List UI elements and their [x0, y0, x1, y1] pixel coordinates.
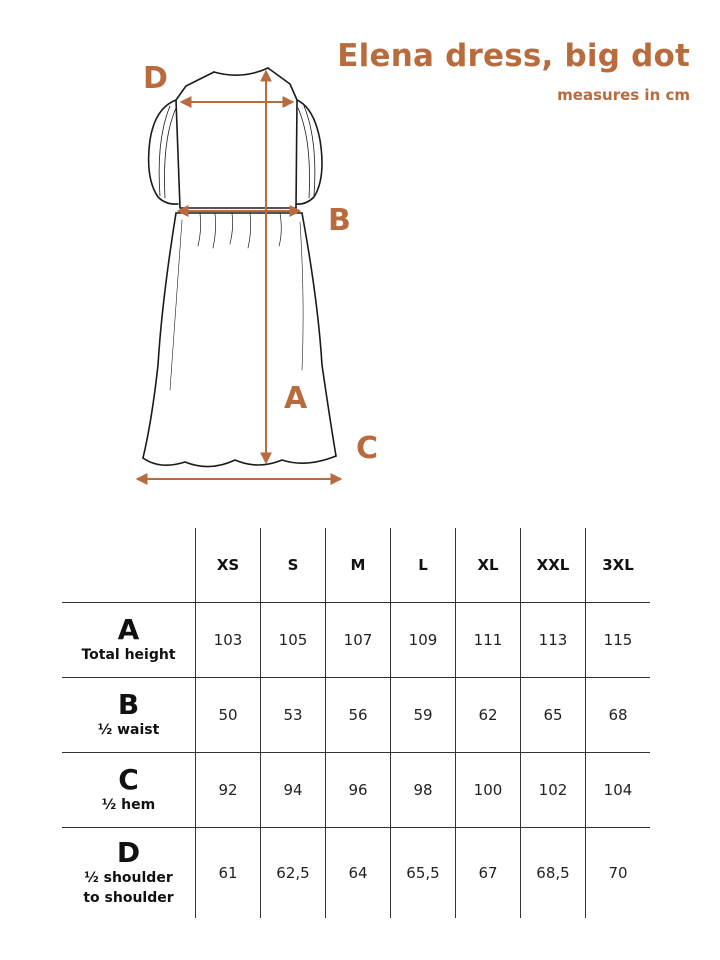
table-row	[62, 603, 650, 678]
table-cell: 102	[521, 753, 586, 828]
row-name: ½ hem	[101, 797, 156, 813]
label-a: A	[284, 381, 308, 416]
row-header	[62, 603, 196, 678]
table-cell: 98	[391, 753, 456, 828]
row-header	[62, 828, 196, 919]
size-header: XL	[456, 528, 521, 603]
size-header: XS	[196, 528, 261, 603]
table-cell: 62,5	[261, 828, 326, 919]
size-header: M	[326, 528, 391, 603]
table-cell: 105	[261, 603, 326, 678]
size-header: XXL	[521, 528, 586, 603]
table-cell: 92	[196, 753, 261, 828]
corner-cell	[62, 528, 196, 603]
table-cell: 107	[326, 603, 391, 678]
row-name: ½ shoulder to shoulder	[83, 870, 174, 906]
table-cell: 50	[196, 678, 261, 753]
table-row	[62, 828, 650, 919]
row-letter: D	[116, 836, 141, 869]
label-b: B	[328, 203, 351, 238]
page-subtitle: measures in cm	[557, 86, 690, 104]
table-row	[62, 753, 650, 828]
table-cell: 104	[586, 753, 651, 828]
dress-diagram	[0, 0, 420, 500]
table-cell: 115	[586, 603, 651, 678]
row-letter: C	[118, 763, 139, 796]
table-cell: 67	[456, 828, 521, 919]
row-name: Total height	[81, 647, 176, 663]
row-letter: B	[117, 688, 140, 721]
size-header-row	[62, 528, 650, 603]
table-cell: 103	[196, 603, 261, 678]
row-header	[62, 753, 196, 828]
table-cell: 96	[326, 753, 391, 828]
table-cell: 61	[196, 828, 261, 919]
size-header: S	[261, 528, 326, 603]
table-cell: 62	[456, 678, 521, 753]
table-cell: 109	[391, 603, 456, 678]
table-cell: 100	[456, 753, 521, 828]
size-header: L	[391, 528, 456, 603]
table-cell: 56	[326, 678, 391, 753]
table-cell: 65	[521, 678, 586, 753]
size-chart-table	[62, 528, 650, 918]
table-cell: 68	[586, 678, 651, 753]
table-cell: 113	[521, 603, 586, 678]
label-d: D	[143, 61, 168, 96]
table-cell: 111	[456, 603, 521, 678]
table-cell: 59	[391, 678, 456, 753]
table-cell: 65,5	[391, 828, 456, 919]
table-row	[62, 678, 650, 753]
table-cell: 64	[326, 828, 391, 919]
table-cell: 53	[261, 678, 326, 753]
row-header	[62, 678, 196, 753]
table-cell: 70	[586, 828, 651, 919]
table-cell: 94	[261, 753, 326, 828]
table-cell: 68,5	[521, 828, 586, 919]
row-letter: A	[117, 613, 140, 646]
page-title: Elena dress, big dot	[337, 38, 690, 74]
row-name: ½ waist	[97, 722, 160, 738]
size-header: 3XL	[586, 528, 651, 603]
label-c: C	[356, 431, 379, 466]
